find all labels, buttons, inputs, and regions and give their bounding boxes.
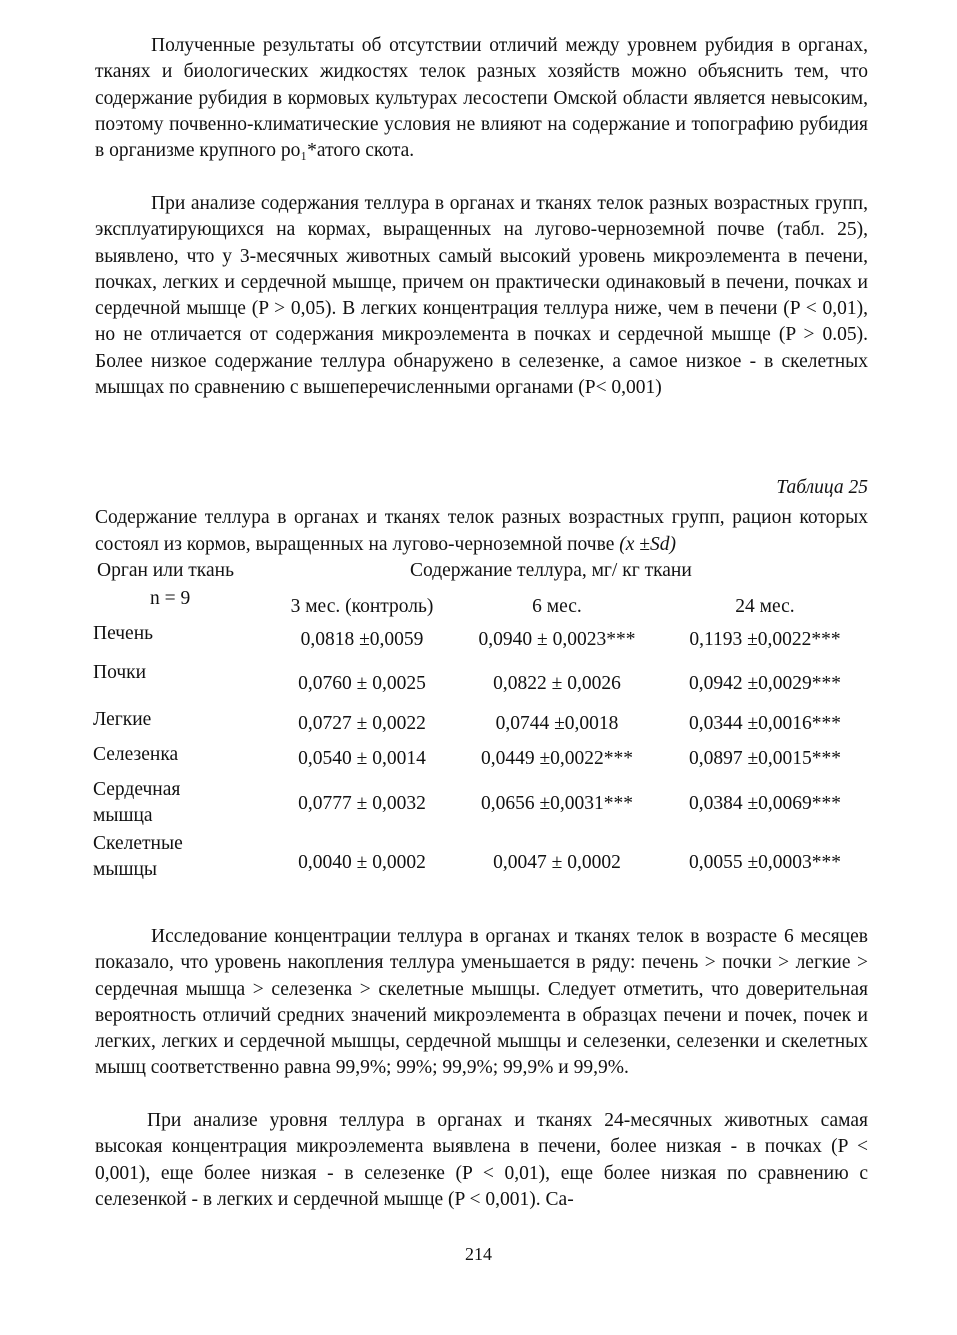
page-number: 214 [465,1244,492,1264]
table-cell: 0,0540 ± 0,0014 [298,748,426,769]
table-cell: 0,0942 ±0,0029*** [688,673,842,694]
table-caption-formula: (x ±Sd) [619,533,676,555]
table-cell: 0,0384 ±0,0069*** [688,793,842,814]
table-row-organ: Печень [93,623,154,644]
table-cell: 0,0822 ± 0,0026 [493,673,621,694]
paragraph-text: При анализе уровня теллура в органах и тканях 24-месячных животных самая высокая концентрация микроэлемента выявлена в печени, более низкая - в почках (P < 0,001), еще более низкая - в селезенке (P < 0,01), еще более низкая по сравнению с селезенкой - в легких и сердечной мышце (P < 0,001). Са- [95,1110,868,1210]
table-cell: 0,0940 ± 0,0023*** [478,629,636,650]
paragraph-tellurium-24-month [95,1108,868,1213]
table-header-organ: Орган или ткань [97,560,234,581]
table-row-organ: Скелетные мышцы [93,833,183,880]
table-cell: 0,0818 ±0,0059 [300,629,424,650]
table-number: Таблица 25 [776,477,868,498]
table-cell: 0,0449 ±0,0022*** [480,748,634,769]
table-cell: 0,0760 ± 0,0025 [298,673,426,694]
paragraph-rubidium-conclusion [95,33,868,164]
paragraph-text: Исследование концентрации теллура в органах и тканях телок в возрасте 6 месяцев показало, что уровень накопления теллура уменьшается в ряду: печень > почки > легкие > сердечная мышца > селезенка > скелетные мышцы. Следует отметить, что доверительная вероятность отличий средних значений микроэлемента в образцах печени и почек, почек и легких, легких и сердечной мышцы, сердечной мышцы и селезенки, селезенки и скелетных мышц соответственно равна 99,9%; 99%; 99,9%; 99,9% и 99,9%. [95,926,868,1079]
table-cell: 0,0777 ± 0,0032 [298,793,426,814]
table-column-3-month: 3 мес. (контроль) [290,596,434,617]
paragraph-tellurium-6-month [95,924,868,1082]
table-row-organ: Легкие [93,709,152,730]
table-cell: 0,1193 ±0,0022*** [689,629,841,650]
table-column-24-month: 24 мес. [735,596,795,617]
table-cell: 0,0047 ± 0,0002 [493,852,621,873]
table-header-content: Содержание теллура, мг/ кг ткани [410,560,692,581]
table-caption-text: Содержание теллура в органах и тканях телок разных возрастных групп, рацион которых состоял из кормов, выращенных на лугово-черноземной почве [95,507,868,555]
table-cell: 0,0897 ±0,0015*** [688,748,842,769]
paragraph-tellurium-3-month [95,191,868,401]
table-cell: 0,0656 ±0,0031*** [480,793,634,814]
table-row-organ: Сердечная мышца [93,779,181,826]
paragraph-text: Полученные результаты об отсутствии отличий между уровнем рубидия в органах, тканях и биологических жидкостях телок разных хозяйств можно объяснить тем, что содержание рубидия в кормовых культурах лесостепи Омской области является невысоким, поэтому почвенно-климатические условия не влияют на содержание и топографию рубидия в организме крупного ро₁*атого скота. [95,35,868,162]
table-cell: 0,0344 ±0,0016*** [688,713,842,734]
table-cell: 0,0744 ±0,0018 [495,713,619,734]
table-caption [95,505,868,558]
table-row-organ: Почки [93,662,147,683]
table-cell: 0,0727 ± 0,0022 [298,713,426,734]
table-cell: 0,0040 ± 0,0002 [298,852,426,873]
paragraph-text: При анализе содержания теллура в органах и тканях телок разных возрастных групп, эксплуатирующихся на кормах, выращенных на лугово-черноземной почве (табл. 25), выявлено, что у 3-месячных животных самый высокий уровень микроэлемента в печени, почках, легких и сердечной мышце, причем он практически одинаковый в печени, почках и сердечной мышце (P > 0,05). В легких концентрация теллура ниже, чем в печени (P < 0,01), но не отличается от содержания микроэлемента в почках и сердечной мышце (P > 0.05). Более низкое содержание теллура обнаружено в селезенке, а самое низкое - в скелетных мышцах по сравнению с вышеперечисленными органами (P< 0,001) [95,193,868,399]
table-row-organ: Селезенка [93,744,179,765]
table-column-6-month: 6 мес. [532,596,582,617]
table-cell: 0,0055 ±0,0003*** [688,852,842,873]
table-header-sample-size: n = 9 [150,588,191,609]
